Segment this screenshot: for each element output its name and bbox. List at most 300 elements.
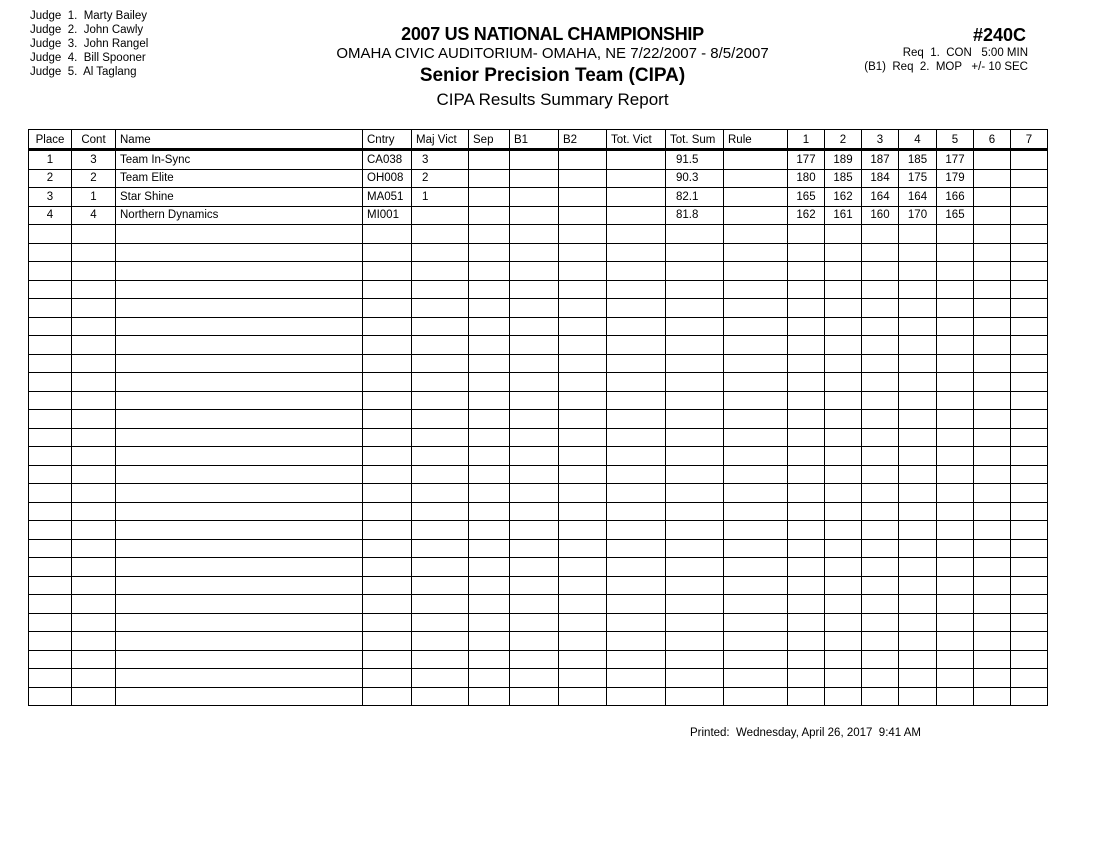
empty-row [29, 632, 1048, 651]
empty-cell [899, 447, 937, 466]
cell-maj-vict: 3 [412, 150, 469, 170]
empty-cell [666, 373, 724, 392]
table-row [29, 150, 1048, 170]
empty-cell [788, 669, 825, 688]
empty-cell [29, 391, 72, 410]
empty-cell [559, 650, 607, 669]
empty-cell [510, 280, 559, 299]
empty-cell [937, 225, 974, 244]
empty-cell [862, 336, 899, 355]
empty-cell [116, 391, 363, 410]
empty-cell [363, 299, 412, 318]
empty-cell [116, 502, 363, 521]
empty-cell [510, 576, 559, 595]
cell-tot-sum: 81.8 [666, 206, 724, 225]
empty-cell [510, 447, 559, 466]
empty-cell [510, 299, 559, 318]
empty-cell [116, 576, 363, 595]
empty-cell [666, 262, 724, 281]
empty-cell [899, 262, 937, 281]
cell-rule [724, 150, 788, 170]
empty-cell [974, 687, 1011, 706]
cell-score-1: 177 [788, 150, 825, 170]
event-info [864, 24, 1028, 74]
empty-cell [788, 502, 825, 521]
empty-cell [607, 428, 666, 447]
empty-cell [788, 317, 825, 336]
empty-cell [116, 484, 363, 503]
empty-cell [412, 595, 469, 614]
empty-cell [469, 613, 510, 632]
empty-cell [559, 502, 607, 521]
cell-place: 4 [29, 206, 72, 225]
empty-cell [825, 428, 862, 447]
empty-cell [862, 558, 899, 577]
empty-cell [825, 595, 862, 614]
cell-rule [724, 169, 788, 188]
cell-score-4: 175 [899, 169, 937, 188]
empty-cell [412, 521, 469, 540]
empty-cell [937, 669, 974, 688]
column-header-score-4: 4 [899, 130, 937, 150]
empty-cell [937, 558, 974, 577]
empty-cell [469, 687, 510, 706]
empty-cell [862, 447, 899, 466]
empty-cell [29, 539, 72, 558]
judge-2: Judge 2. John Cawly [30, 24, 144, 36]
empty-cell [469, 410, 510, 429]
empty-cell [724, 299, 788, 318]
empty-cell [724, 410, 788, 429]
empty-cell [788, 539, 825, 558]
empty-cell [724, 243, 788, 262]
empty-cell [666, 521, 724, 540]
empty-row [29, 465, 1048, 484]
empty-cell [29, 669, 72, 688]
empty-cell [363, 521, 412, 540]
empty-cell [559, 336, 607, 355]
empty-cell [724, 687, 788, 706]
empty-cell [469, 317, 510, 336]
empty-cell [559, 299, 607, 318]
empty-cell [862, 632, 899, 651]
empty-cell [510, 669, 559, 688]
empty-cell [862, 243, 899, 262]
empty-cell [72, 243, 116, 262]
empty-cell [825, 669, 862, 688]
empty-cell [607, 632, 666, 651]
empty-cell [1011, 650, 1048, 669]
empty-cell [469, 336, 510, 355]
empty-cell [788, 354, 825, 373]
empty-cell [666, 447, 724, 466]
empty-cell [825, 299, 862, 318]
empty-cell [510, 262, 559, 281]
empty-cell [72, 576, 116, 595]
empty-cell [899, 299, 937, 318]
empty-cell [116, 373, 363, 392]
empty-cell [510, 225, 559, 244]
empty-cell [510, 521, 559, 540]
cell-tot-sum: 90.3 [666, 169, 724, 188]
empty-cell [29, 262, 72, 281]
empty-cell [412, 428, 469, 447]
column-header-b2: B2 [559, 130, 607, 150]
empty-cell [937, 650, 974, 669]
empty-row [29, 539, 1048, 558]
empty-cell [29, 243, 72, 262]
column-header-score-5: 5 [937, 130, 974, 150]
empty-cell [724, 336, 788, 355]
empty-cell [607, 576, 666, 595]
empty-cell [899, 391, 937, 410]
empty-cell [72, 354, 116, 373]
empty-cell [72, 502, 116, 521]
empty-row [29, 299, 1048, 318]
empty-cell [1011, 317, 1048, 336]
empty-cell [724, 502, 788, 521]
empty-cell [974, 410, 1011, 429]
empty-cell [788, 595, 825, 614]
report-title: CIPA Results Summary Report [436, 90, 669, 109]
column-header-score-1: 1 [788, 130, 825, 150]
empty-cell [363, 650, 412, 669]
empty-cell [607, 373, 666, 392]
empty-cell [724, 373, 788, 392]
empty-cell [788, 280, 825, 299]
empty-cell [469, 595, 510, 614]
empty-cell [412, 576, 469, 595]
empty-cell [862, 280, 899, 299]
empty-cell [937, 299, 974, 318]
empty-cell [974, 447, 1011, 466]
empty-cell [469, 558, 510, 577]
empty-cell [607, 336, 666, 355]
empty-row [29, 391, 1048, 410]
empty-cell [1011, 262, 1048, 281]
table-row [29, 206, 1048, 225]
empty-cell [469, 391, 510, 410]
empty-cell [1011, 521, 1048, 540]
empty-cell [788, 613, 825, 632]
empty-cell [937, 576, 974, 595]
empty-cell [607, 669, 666, 688]
empty-cell [862, 410, 899, 429]
empty-cell [724, 262, 788, 281]
empty-cell [469, 465, 510, 484]
empty-cell [666, 502, 724, 521]
cell-score-7 [1011, 169, 1048, 188]
empty-row [29, 243, 1048, 262]
empty-cell [412, 613, 469, 632]
empty-cell [724, 280, 788, 299]
empty-cell [825, 558, 862, 577]
empty-cell [974, 336, 1011, 355]
empty-cell [862, 613, 899, 632]
column-header-name: Name [116, 130, 363, 150]
empty-cell [974, 669, 1011, 688]
cell-score-5: 166 [937, 188, 974, 207]
empty-cell [666, 354, 724, 373]
column-header-score-2: 2 [825, 130, 862, 150]
empty-cell [469, 484, 510, 503]
cell-rule [724, 188, 788, 207]
empty-cell [559, 391, 607, 410]
empty-cell [29, 465, 72, 484]
empty-cell [29, 484, 72, 503]
empty-cell [29, 576, 72, 595]
empty-cell [825, 410, 862, 429]
empty-cell [510, 687, 559, 706]
empty-cell [412, 687, 469, 706]
empty-cell [412, 410, 469, 429]
empty-cell [469, 576, 510, 595]
empty-cell [1011, 595, 1048, 614]
empty-cell [607, 299, 666, 318]
empty-cell [559, 317, 607, 336]
empty-cell [825, 687, 862, 706]
empty-cell [559, 280, 607, 299]
empty-cell [724, 558, 788, 577]
cell-score-6 [974, 188, 1011, 207]
empty-cell [116, 262, 363, 281]
empty-cell [72, 225, 116, 244]
empty-cell [1011, 465, 1048, 484]
empty-cell [862, 299, 899, 318]
empty-cell [666, 428, 724, 447]
empty-cell [607, 539, 666, 558]
empty-cell [862, 225, 899, 244]
cell-score-1: 180 [788, 169, 825, 188]
empty-cell [412, 465, 469, 484]
empty-cell [788, 373, 825, 392]
cell-tot-vict [607, 188, 666, 207]
empty-cell [29, 687, 72, 706]
empty-cell [974, 613, 1011, 632]
empty-cell [116, 447, 363, 466]
empty-cell [666, 539, 724, 558]
empty-row [29, 317, 1048, 336]
empty-cell [666, 280, 724, 299]
empty-cell [29, 299, 72, 318]
empty-cell [724, 428, 788, 447]
empty-cell [363, 225, 412, 244]
empty-cell [72, 428, 116, 447]
empty-cell [937, 484, 974, 503]
empty-cell [72, 595, 116, 614]
empty-cell [862, 317, 899, 336]
venue-dates: OMAHA CIVIC AUDITORIUM- OMAHA, NE 7/22/2007 - 8/5/2007 [336, 45, 769, 62]
empty-cell [29, 632, 72, 651]
empty-cell [974, 502, 1011, 521]
empty-cell [862, 391, 899, 410]
empty-cell [862, 576, 899, 595]
cell-tot-vict [607, 150, 666, 170]
empty-cell [1011, 613, 1048, 632]
cell-tot-sum: 82.1 [666, 188, 724, 207]
empty-cell [116, 317, 363, 336]
empty-cell [666, 465, 724, 484]
empty-cell [724, 317, 788, 336]
empty-cell [72, 669, 116, 688]
empty-cell [1011, 502, 1048, 521]
cell-score-2: 162 [825, 188, 862, 207]
cell-sep [469, 150, 510, 170]
empty-row [29, 447, 1048, 466]
empty-cell [559, 632, 607, 651]
cell-maj-vict: 1 [412, 188, 469, 207]
empty-cell [974, 539, 1011, 558]
empty-row [29, 336, 1048, 355]
empty-cell [862, 428, 899, 447]
column-header-b1: B1 [510, 130, 559, 150]
empty-cell [666, 410, 724, 429]
empty-cell [363, 317, 412, 336]
empty-cell [469, 299, 510, 318]
empty-cell [363, 595, 412, 614]
empty-cell [412, 669, 469, 688]
empty-cell [899, 373, 937, 392]
empty-cell [607, 484, 666, 503]
cell-score-7 [1011, 206, 1048, 225]
empty-row [29, 354, 1048, 373]
empty-cell [116, 595, 363, 614]
empty-cell [862, 354, 899, 373]
cell-b2 [559, 206, 607, 225]
empty-cell [116, 521, 363, 540]
empty-row [29, 613, 1048, 632]
empty-cell [825, 317, 862, 336]
empty-row [29, 521, 1048, 540]
empty-cell [666, 243, 724, 262]
cell-b1 [510, 206, 559, 225]
empty-cell [510, 317, 559, 336]
empty-cell [724, 632, 788, 651]
cell-score-4: 185 [899, 150, 937, 170]
empty-cell [559, 576, 607, 595]
column-header-tot-vict: Tot. Vict [607, 130, 666, 150]
cell-sep [469, 188, 510, 207]
empty-cell [899, 410, 937, 429]
empty-row [29, 576, 1048, 595]
empty-cell [666, 613, 724, 632]
empty-cell [29, 650, 72, 669]
empty-cell [363, 280, 412, 299]
empty-cell [29, 521, 72, 540]
empty-cell [825, 613, 862, 632]
empty-cell [363, 632, 412, 651]
empty-cell [72, 336, 116, 355]
empty-cell [363, 243, 412, 262]
empty-cell [788, 447, 825, 466]
empty-cell [559, 373, 607, 392]
empty-cell [469, 243, 510, 262]
empty-cell [937, 391, 974, 410]
cell-score-4: 170 [899, 206, 937, 225]
empty-cell [412, 391, 469, 410]
empty-cell [510, 595, 559, 614]
empty-cell [412, 317, 469, 336]
empty-cell [724, 650, 788, 669]
empty-cell [1011, 576, 1048, 595]
empty-cell [1011, 354, 1048, 373]
empty-cell [363, 502, 412, 521]
empty-cell [937, 336, 974, 355]
empty-cell [559, 225, 607, 244]
empty-cell [412, 539, 469, 558]
empty-cell [1011, 447, 1048, 466]
empty-cell [72, 521, 116, 540]
empty-cell [1011, 280, 1048, 299]
empty-cell [72, 650, 116, 669]
column-header-tot-sum: Tot. Sum [666, 130, 724, 150]
empty-cell [937, 354, 974, 373]
empty-cell [607, 447, 666, 466]
empty-cell [1011, 391, 1048, 410]
column-header-cntry: Cntry [363, 130, 412, 150]
empty-cell [825, 502, 862, 521]
empty-cell [825, 225, 862, 244]
cell-b2 [559, 150, 607, 170]
empty-cell [510, 428, 559, 447]
empty-row [29, 669, 1048, 688]
empty-cell [974, 595, 1011, 614]
cell-score-3: 184 [862, 169, 899, 188]
empty-cell [510, 373, 559, 392]
empty-row [29, 225, 1048, 244]
cell-score-3: 160 [862, 206, 899, 225]
empty-cell [974, 484, 1011, 503]
judges-list [30, 9, 148, 79]
empty-cell [469, 521, 510, 540]
empty-row [29, 428, 1048, 447]
judge-5: Judge 5. Al Taglang [30, 66, 137, 78]
cell-score-2: 161 [825, 206, 862, 225]
cell-b1 [510, 188, 559, 207]
empty-cell [1011, 687, 1048, 706]
empty-cell [607, 687, 666, 706]
empty-cell [899, 669, 937, 688]
empty-cell [788, 687, 825, 706]
empty-cell [825, 632, 862, 651]
empty-cell [825, 539, 862, 558]
empty-cell [862, 262, 899, 281]
empty-cell [29, 613, 72, 632]
empty-cell [29, 410, 72, 429]
empty-cell [510, 391, 559, 410]
empty-cell [974, 299, 1011, 318]
empty-cell [363, 410, 412, 429]
empty-cell [899, 576, 937, 595]
empty-cell [724, 447, 788, 466]
empty-cell [862, 539, 899, 558]
empty-cell [937, 687, 974, 706]
empty-cell [899, 428, 937, 447]
empty-cell [788, 484, 825, 503]
empty-cell [899, 650, 937, 669]
empty-cell [559, 521, 607, 540]
cell-tot-vict [607, 169, 666, 188]
empty-cell [724, 225, 788, 244]
column-header-rule: Rule [724, 130, 788, 150]
empty-cell [974, 317, 1011, 336]
empty-cell [825, 354, 862, 373]
empty-cell [825, 447, 862, 466]
cell-score-6 [974, 169, 1011, 188]
empty-cell [363, 354, 412, 373]
empty-cell [116, 650, 363, 669]
empty-cell [363, 669, 412, 688]
